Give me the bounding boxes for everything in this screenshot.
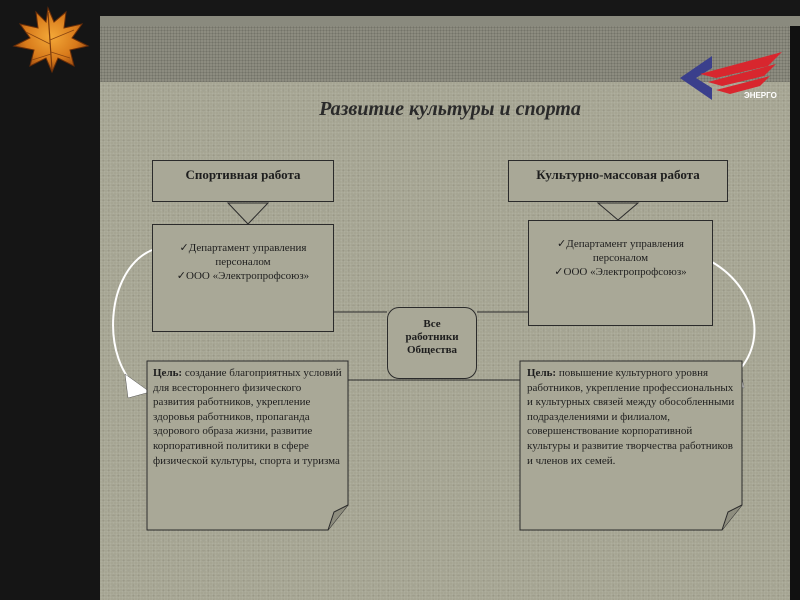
all-employees-line: Общества bbox=[406, 344, 458, 356]
logo-text: ЭНЕРГО bbox=[744, 91, 777, 100]
goal-label: Цель: bbox=[527, 367, 557, 379]
goal-description: создание благоприятных условий для всестороннего физического развития работников, укрепление здоровья работников, пропаганда здорового образа жизни, развитие корпоративной политики в сфере физической культуры, спорта и туризма bbox=[153, 367, 342, 467]
all-employees-line: работники bbox=[405, 331, 459, 343]
dept-item: персоналом bbox=[592, 252, 649, 264]
right-down-arrow-icon bbox=[598, 203, 638, 220]
left-curved-arrow bbox=[113, 250, 152, 390]
dept-item: персоналом bbox=[215, 256, 271, 268]
goal-label: Цель: bbox=[153, 367, 183, 379]
left-curved-arrow-head-icon bbox=[125, 374, 150, 398]
all-employees-box bbox=[387, 307, 477, 379]
sports-work-header: Спортивная работа bbox=[152, 160, 334, 202]
cultural-departments-box bbox=[528, 220, 713, 326]
dept-item: ✓Департамент управления bbox=[179, 242, 307, 254]
all-employees-line: Все bbox=[423, 318, 441, 330]
dept-item: ✓ООО «Электропрофсоюз» bbox=[176, 270, 310, 282]
sports-goal-text bbox=[153, 366, 343, 468]
cultural-goal-text bbox=[527, 366, 737, 468]
left-down-arrow-icon bbox=[228, 203, 268, 224]
goal-description: повышение культурного уровня работников, укрепление профессиональных и культурных связей между обособленными подразделениями и филиалом, совершенствование корпоративной культуры и развитие творчества работников и членов их семей. bbox=[527, 367, 735, 467]
sports-departments-box bbox=[152, 224, 334, 332]
dept-item: ✓ООО «Электропрофсоюз» bbox=[554, 266, 687, 278]
slide-title: Развитие культуры и спорта bbox=[319, 98, 581, 120]
cultural-work-header: Культурно-массовая работа bbox=[508, 160, 728, 202]
dept-item: ✓Департамент управления bbox=[557, 238, 684, 250]
